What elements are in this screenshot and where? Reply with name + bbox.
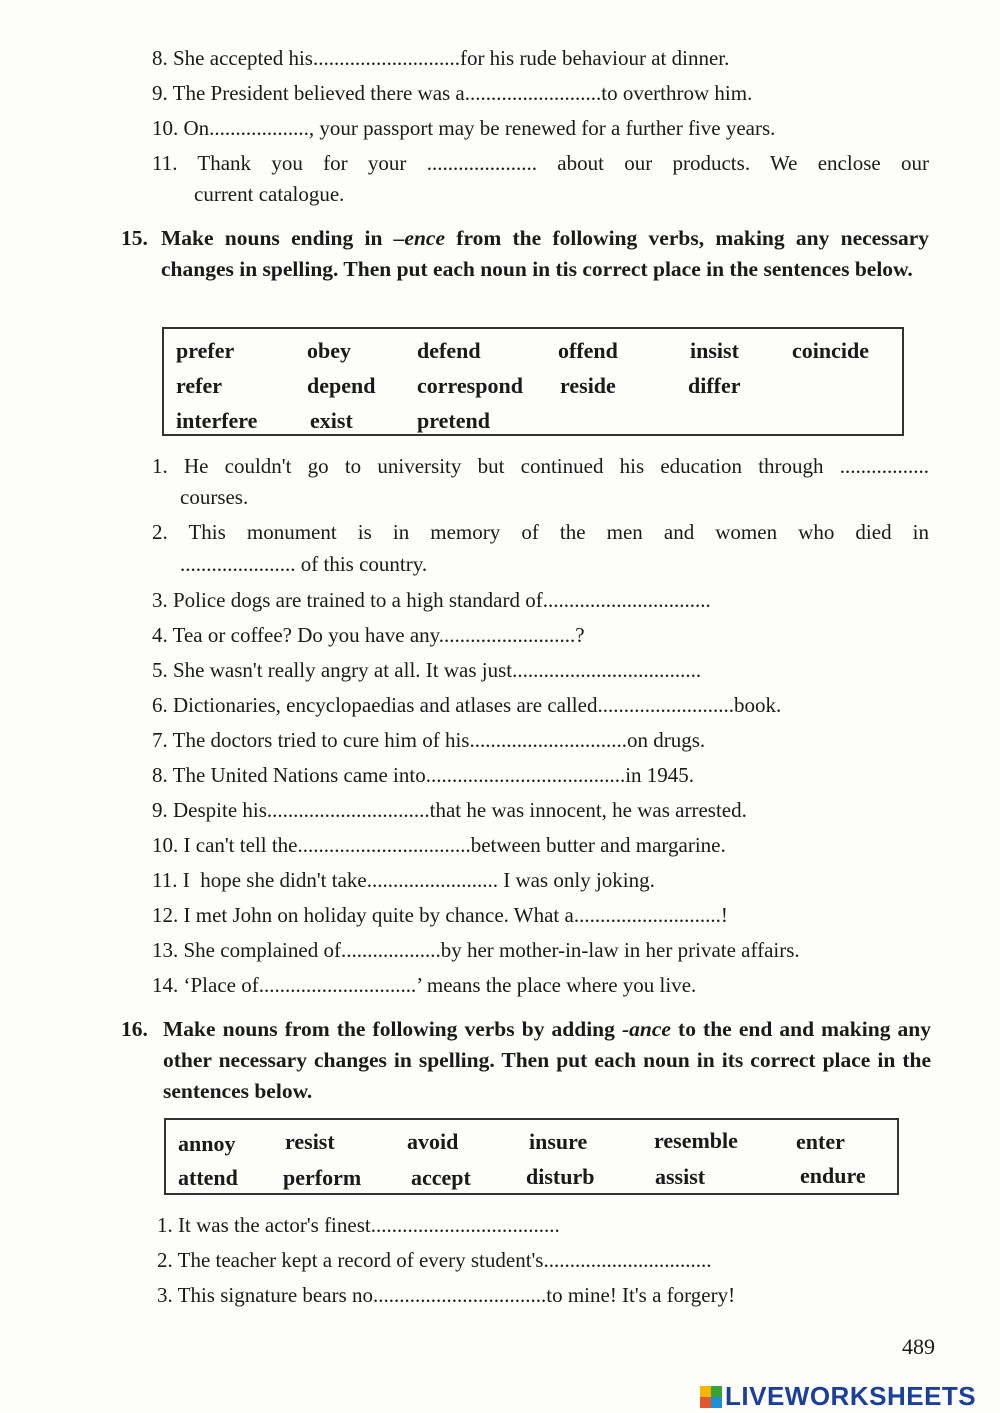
word: insure	[529, 1129, 588, 1154]
word: obey	[307, 338, 351, 363]
exercise-item: 10. On..................., your passport may be renewed for a further five years.	[152, 116, 776, 140]
exercise-item: 7. The doctors tried to cure him of his..............................on drugs.	[152, 728, 706, 752]
word: annoy	[178, 1131, 236, 1156]
exercise-item: 8. She accepted his............................for his rude behaviour at dinner.	[152, 46, 730, 70]
section-15-number: 15.	[121, 226, 148, 250]
exercise-item: 2. This monument is in memory of the men and women who died in	[152, 520, 929, 544]
word: attend	[178, 1165, 238, 1190]
exercise-item: 3. Police dogs are trained to a high standard of................................	[152, 588, 711, 612]
word: endure	[800, 1163, 866, 1188]
suffix-ance: -ance	[622, 1017, 671, 1041]
exercise-item: 3. This signature bears no.................................to mine! It's a forgery!	[157, 1283, 736, 1307]
exercise-item: 1. It was the actor's finest....................................	[157, 1213, 560, 1237]
word: assist	[655, 1164, 706, 1189]
suffix-ence: –ence	[393, 226, 446, 250]
section-16-instruction: 16. Make nouns from the following verbs by adding -ance to the end and making any other necessary changes in spelling. Then put each noun in its correct place in the sentences below.	[163, 1014, 931, 1107]
page-number: 489	[902, 1334, 935, 1359]
exercise-item: 1. He couldn't go to university but continued his education through .................	[152, 454, 929, 478]
word: enter	[796, 1129, 845, 1154]
word: pretend	[417, 408, 490, 433]
liveworksheets-wordmark: LIVEWORKSHEETS	[725, 1381, 977, 1411]
word: reside	[560, 373, 616, 398]
word: correspond	[417, 373, 523, 398]
word: perform	[283, 1165, 362, 1190]
exercise-item: 10. I can't tell the.................................between butter and margarine.	[152, 833, 726, 857]
exercise-item: 6. Dictionaries, encyclopaedias and atlases are called..........................book.	[152, 693, 782, 717]
word: insist	[690, 338, 739, 363]
word: exist	[310, 408, 353, 433]
exercise-item-continuation: ...................... of this country.	[180, 552, 428, 576]
word: resist	[285, 1129, 335, 1154]
word: resemble	[654, 1128, 738, 1153]
exercise-item: 2. The teacher kept a record of every student's................................	[157, 1248, 712, 1272]
exercise-item: 4. Tea or coffee? Do you have any..........................?	[152, 623, 585, 647]
word: avoid	[407, 1129, 459, 1154]
word: differ	[688, 373, 741, 398]
word: accept	[411, 1165, 471, 1190]
word: coincide	[792, 338, 869, 363]
word: disturb	[526, 1164, 595, 1189]
word: depend	[307, 373, 376, 398]
word: defend	[417, 338, 481, 363]
word: refer	[176, 373, 222, 398]
exercise-item: 11. I hope she didn't take......................... I was only joking.	[152, 868, 655, 892]
liveworksheets-logo	[700, 1381, 976, 1412]
exercise-item-continuation: current catalogue.	[194, 182, 345, 206]
exercise-item: 8. The United Nations came into......................................in 1945.	[152, 763, 695, 787]
word-box-16	[164, 1118, 899, 1195]
exercise-item: 13. She complained of...................by her mother-in-law in her private affairs.	[152, 938, 800, 962]
section-16-number: 16.	[121, 1017, 148, 1041]
word: interfere	[176, 408, 258, 433]
exercise-item: 9. Despite his...............................that he was innocent, he was arrested.	[152, 798, 747, 822]
word: offend	[558, 338, 618, 363]
word-box-15	[162, 327, 904, 436]
exercise-item: 9. The President believed there was a..........................to overthrow him.	[152, 81, 753, 105]
liveworksheets-logo-icon	[700, 1386, 722, 1408]
exercise-item: 12. I met John on holiday quite by chance. What a............................!	[152, 903, 728, 927]
section-15-instruction: 15. Make nouns ending in –ence from the following verbs, making any necessary changes in spelling. Then put each noun in tis correct place in the sentences below.	[161, 223, 929, 285]
exercise-item-continuation: courses.	[180, 485, 249, 509]
word: prefer	[176, 338, 235, 363]
exercise-item: 14. ‘Place of..............................’ means the place where you live.	[152, 973, 697, 997]
exercise-item: 5. She wasn't really angry at all. It was just....................................	[152, 658, 702, 682]
exercise-item: 11. Thank you for your ..................... about our products. We enclose our	[152, 151, 929, 175]
